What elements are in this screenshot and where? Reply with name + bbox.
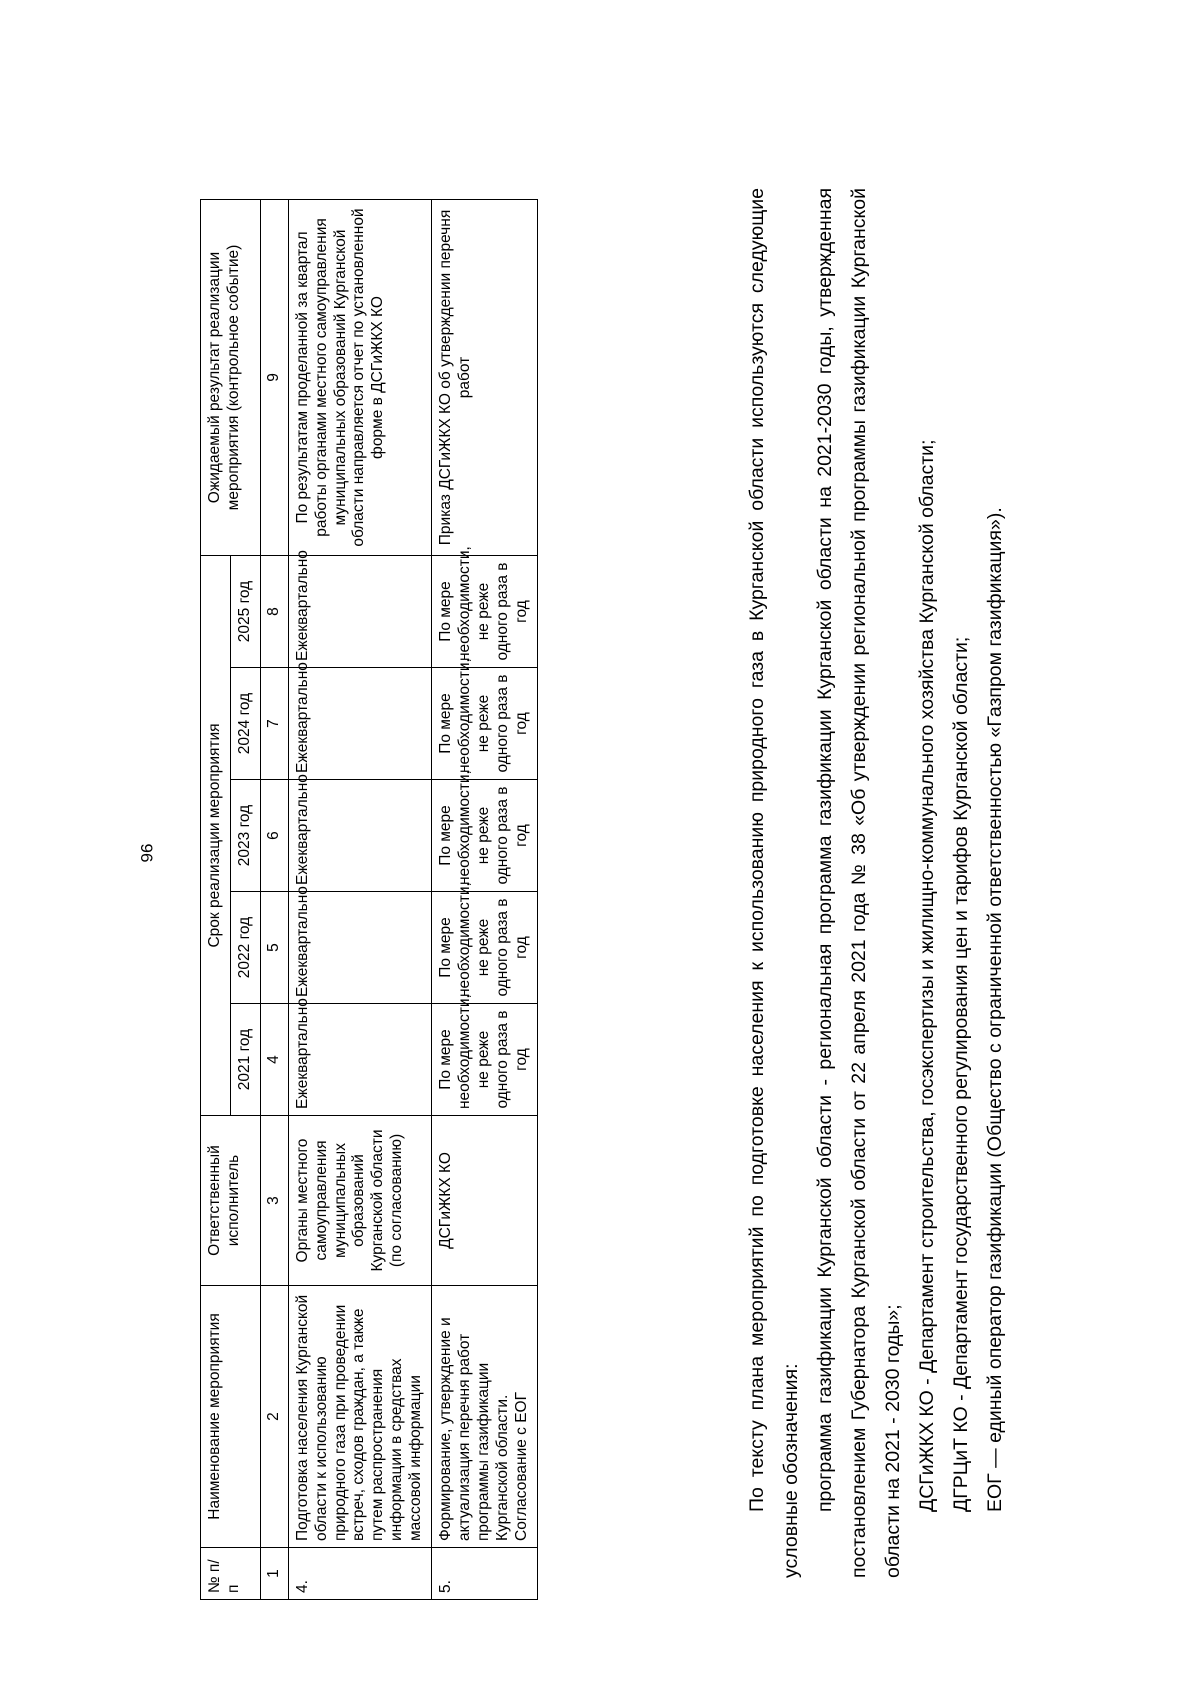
column-number: 9	[260, 199, 288, 555]
header-period: Срок реализации мероприятия	[201, 555, 231, 1115]
row-year-value: Ежеквартально	[288, 1004, 431, 1116]
header-year: 2023 год	[230, 780, 260, 892]
table-row	[432, 199, 538, 1599]
column-number: 8	[260, 555, 288, 667]
column-numbers-row	[260, 199, 288, 1599]
row-num: 5.	[432, 1548, 538, 1600]
column-number: 1	[260, 1548, 288, 1600]
column-number: 6	[260, 780, 288, 892]
column-number: 4	[260, 1004, 288, 1116]
header-row	[201, 199, 231, 1599]
row-year-value: Ежеквартально	[288, 780, 431, 892]
row-name: Формирование, утверждение и актуализация перечня работ программы газификации Курганской области. Согласование с ЕОГ	[432, 1286, 538, 1548]
header-name: Наименование мероприятия	[201, 1286, 261, 1548]
column-number: 7	[260, 668, 288, 780]
row-num: 4.	[288, 1548, 431, 1600]
row-responsible: Органы местного самоуправления муниципальных образований Курганской области (по согласованию)	[288, 1116, 431, 1286]
notes-intro: По тексту плана мероприятий по подготовке населения к использованию природного газа в Курганской области используются следующие условные обозначения:	[746, 188, 802, 1578]
column-number: 5	[260, 892, 288, 1004]
table-row	[288, 199, 431, 1599]
header-result: Ожидаемый результат реализации мероприятия (контрольное событие)	[201, 199, 261, 555]
row-name: Подготовка населения Курганской области к использованию природного газа при проведении встреч, сходов граждан, а также путем распространения информации в средствах массовой информации	[288, 1286, 431, 1548]
header-year: 2021 год	[230, 1004, 260, 1116]
row-year-value: По мере необходимости, не реже одного раза в год	[432, 668, 538, 780]
column-number: 3	[260, 1116, 288, 1286]
row-year-value: По мере необходимости, не реже одного раза в год	[432, 555, 538, 667]
column-number: 2	[260, 1286, 288, 1548]
notes	[740, 188, 1012, 1578]
row-year-value: Ежеквартально	[288, 892, 431, 1004]
row-year-value: Ежеквартально	[288, 555, 431, 667]
row-year-value: По мере необходимости, не реже одного раза в год	[432, 892, 538, 1004]
row-year-value: По мере необходимости, не реже одного раза в год	[432, 1004, 538, 1116]
header-year: 2025 год	[230, 555, 260, 667]
row-year-value: По мере необходимости, не реже одного раза в год	[432, 780, 538, 892]
events-table	[200, 199, 538, 1600]
header-year: 2024 год	[230, 668, 260, 780]
header-year: 2022 год	[230, 892, 260, 1004]
row-result: По результатам проделанной за квартал работы органами местного самоуправления муниципальных образований Курганской области направляется отчет по установленной форме в ДСГиЖКХ КО	[288, 199, 431, 555]
header-num: № п/п	[201, 1548, 261, 1600]
note-item: ЕОГ — единый оператор газификации (Общество с ограниченной ответственностью «Газпром газификация»).	[984, 507, 1006, 1512]
row-result: Приказ ДСГиЖКХ КО об утверждении перечня работ	[432, 199, 538, 555]
note-item: программа газификации Курганской области - региональная программа газификации Курганской области на 2021-2030 годы, утвержденная постановлением Губернатора Курганской области от 22 апреля 2021 года № 38 «Об утверждении региональной программы газификации Курганской области на 2021 - 2030 годы»;	[814, 188, 904, 1578]
note-item: ДСГиЖКХ КО - Департамент строительства, госэкспертизы и жилищно-коммунального хозяйства Курганской области;	[916, 439, 938, 1512]
row-responsible: ДСГиЖКХ КО	[432, 1116, 538, 1286]
row-year-value: Ежеквартально	[288, 668, 431, 780]
note-item: ДГРЦиТ КО - Департамент государственного регулирования цен и тарифов Курганской области;	[950, 636, 972, 1512]
page-number: 96	[137, 843, 156, 863]
header-responsible: Ответственный исполнитель	[201, 1116, 261, 1286]
